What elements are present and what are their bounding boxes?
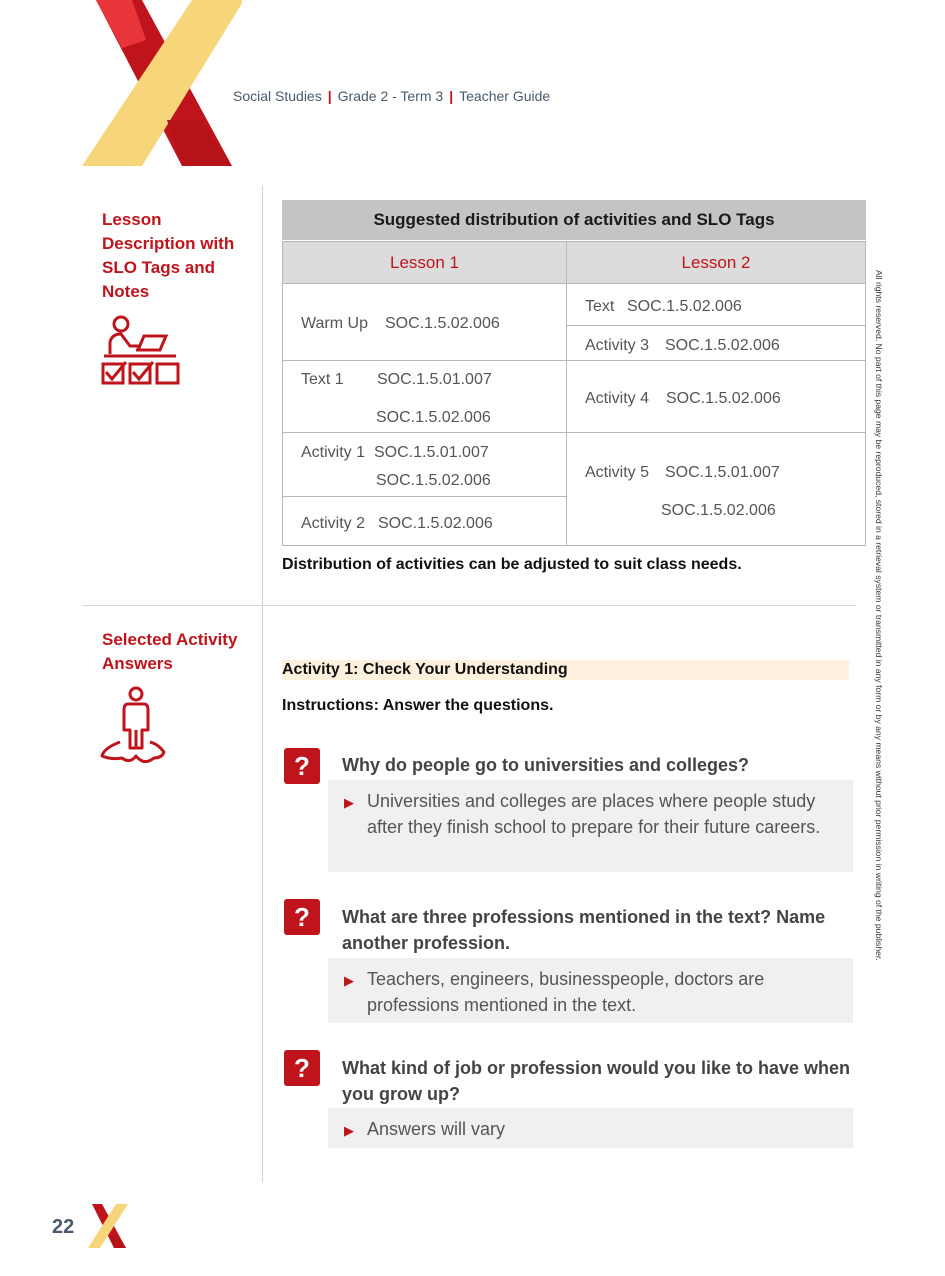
table-cell: Activity 3 SOC.1.5.02.006: [566, 325, 866, 361]
table-cell: Activity 2 SOC.1.5.02.006: [282, 496, 567, 546]
table-note: Distribution of activities can be adjusted to suit class needs.: [282, 556, 742, 573]
table-cell: Activity 5 SOC.1.5.01.007 SOC.1.5.02.006: [566, 432, 866, 546]
person-standing-icon: [100, 686, 166, 768]
selected-activity-heading: Selected Activity Answers: [102, 630, 238, 673]
question-3: What kind of job or profession would you like to have when you grow up?: [342, 1058, 851, 1104]
table-header-lesson-2: Lesson 2: [566, 241, 866, 284]
question-2: What are three professions mentioned in the text? Name another profession.: [342, 907, 826, 953]
arrow-right-icon: ▶: [344, 795, 354, 810]
table-cell: Text 1 SOC.1.5.01.007 SOC.1.5.02.006: [282, 360, 567, 433]
brand-logo-small: [88, 1204, 128, 1248]
breadcrumb-grade: Grade 2 - Term 3: [337, 88, 444, 104]
table-header-lesson-1: Lesson 1: [282, 241, 567, 284]
section-divider: [82, 605, 856, 606]
table-cell: Activity 4 SOC.1.5.02.006: [566, 360, 866, 433]
question-mark-icon: ?: [284, 748, 320, 784]
breadcrumb-guide: Teacher Guide: [459, 88, 551, 104]
activity-instructions: Instructions: Answer the questions.: [282, 697, 554, 714]
arrow-right-icon: ▶: [344, 1123, 354, 1138]
arrow-right-icon: ▶: [344, 973, 354, 988]
table-cell: Activity 1 SOC.1.5.01.007 SOC.1.5.02.006: [282, 432, 567, 497]
copyright-notice: All rights reserved. No part of this page may be reproduced, stored in a retrieval system or transmitted in any form or by any means without prior permission in writing of the publisher.: [874, 270, 884, 961]
lesson-description-heading: Lesson Description with SLO Tags and Notes: [102, 210, 235, 301]
page-number: 22: [52, 1216, 75, 1238]
answer-2: ▶ Teachers, engineers, businesspeople, doctors are professions mentioned in the text.: [328, 958, 853, 1023]
table-cell: Text SOC.1.5.02.006: [566, 283, 866, 326]
column-divider: [262, 186, 263, 1182]
brand-logo: [82, 0, 242, 166]
activity-title: Activity 1: Check Your Understanding: [282, 660, 849, 680]
breadcrumb-subject: Social Studies: [233, 88, 322, 104]
breadcrumb: Social Studies | Grade 2 - Term 3 | Teacher Guide: [233, 88, 551, 104]
table-cell: Warm Up SOC.1.5.02.006: [282, 283, 567, 361]
teacher-desk-checklist-icon: [100, 314, 184, 388]
answer-3: ▶ Answers will vary: [328, 1108, 853, 1148]
question-mark-icon: ?: [284, 899, 320, 935]
table-title: Suggested distribution of activities and SLO Tags: [282, 200, 866, 240]
question-mark-icon: ?: [284, 1050, 320, 1086]
question-1: Why do people go to universities and colleges?: [342, 755, 750, 775]
answer-1: ▶ Universities and colleges are places where people study after they finish school to prepare for their future careers.: [328, 780, 853, 872]
